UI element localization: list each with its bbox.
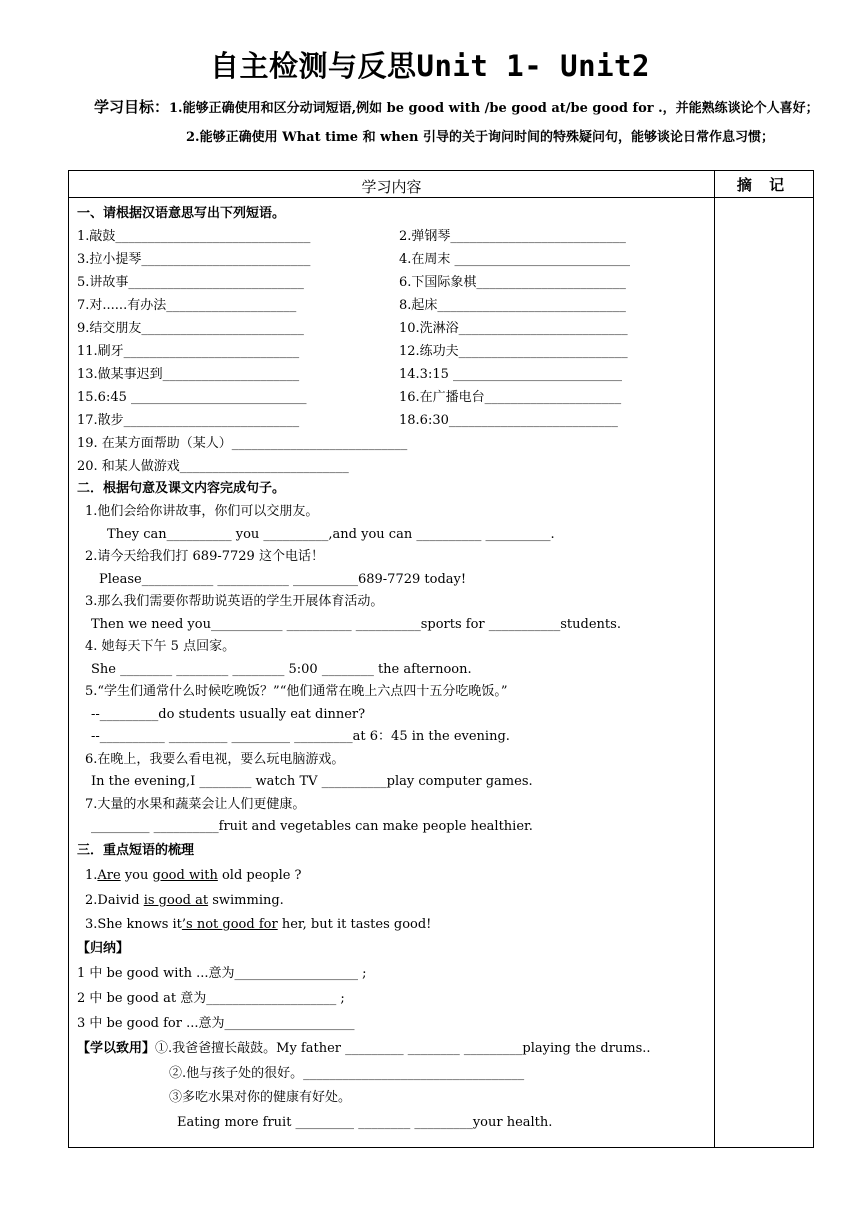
example-text: swimming. [208, 893, 284, 908]
column-header-notes: 摘 记 [736, 176, 791, 194]
sentence-prompt-cn: 5.“学生们通常什么时候吃晚饭？”“他们通常在晚上六点四十五分吃晚饭。” [85, 684, 508, 699]
phrase-item: 8.起床_____________________________ [399, 298, 626, 313]
phrase-item: 9.结交朋友_________________________ [77, 321, 304, 336]
phrase-item: 4.在周末 ___________________________ [399, 252, 631, 267]
phrase-item: 12.练功夫__________________________ [399, 344, 628, 359]
example-text: 3.She knows it [85, 917, 182, 932]
underlined-phrase: good with [152, 868, 218, 883]
worksheet-table [68, 170, 814, 1148]
sentence-blank-en: --__________ _________ _________ _________at 6：45 in the evening. [91, 729, 510, 744]
phrase-item: 2.弹钢琴___________________________ [399, 229, 626, 244]
phrase-item: 20. 和某人做游戏__________________________ [77, 459, 349, 474]
phrase-item: 1.敲鼓______________________________ [77, 229, 311, 244]
sentence-blank-en: Please___________ ___________ __________689-7729 today! [99, 572, 467, 587]
underlined-phrase: is good at [143, 893, 209, 908]
example-sentence-2 [85, 893, 284, 909]
section-1-heading: 一、请根据汉语意思写出下列短语。 [77, 206, 286, 221]
phrase-item: 5.讲故事___________________________ [77, 275, 304, 290]
sentence-prompt-cn: 6.在晚上，我要么看电视，要么玩电脑游戏。 [85, 752, 345, 767]
underlined-phrase: ’s not good for [181, 917, 278, 932]
apply-line: Eating more fruit _________ ________ _________your health. [177, 1115, 553, 1130]
sentence-prompt-cn: 1.他们会给你讲故事，你们可以交朋友。 [85, 504, 319, 519]
phrase-item: 7.对......有办法____________________ [77, 298, 297, 313]
example-text: you [120, 868, 153, 883]
summary-label: 【归纳】 [77, 941, 130, 956]
underlined-phrase: Are [97, 868, 121, 883]
phrase-item: 19. 在某方面帮助（某人）___________________________ [77, 436, 408, 451]
example-text: 2.Daivid [85, 893, 144, 908]
example-text: 1. [85, 868, 98, 883]
document-title: 自主检测与反思Unit 1- Unit2 [210, 49, 650, 83]
header-divider [69, 197, 813, 198]
sentence-blank-en: She ________ ________ ________ 5:00 ________ the afternoon. [91, 662, 472, 677]
sentence-blank-en: Then we need you___________ __________ __________sports for ___________students. [91, 617, 621, 632]
phrase-item: 11.刷牙___________________________ [77, 344, 300, 359]
sentence-blank-en: _________ __________fruit and vegetables can make people healthier. [91, 819, 533, 834]
phrase-item: 17.散步___________________________ [77, 413, 300, 428]
apply-line: ③多吃水果对你的健康有好处。 [169, 1090, 352, 1105]
example-sentence-3 [85, 917, 431, 933]
apply-line: ②.他与孩子处的很好。__________________________________ [169, 1066, 525, 1081]
sentence-blank-en: --_________do students usually eat dinner? [91, 707, 366, 722]
phrase-item: 3.拉小提琴__________________________ [77, 252, 311, 267]
phrase-item: 10.洗淋浴__________________________ [399, 321, 628, 336]
sentence-blank-en: In the evening,I ________ watch TV __________play computer games. [91, 774, 533, 789]
example-sentence-1 [85, 868, 302, 884]
example-text: old people ? [217, 868, 302, 883]
learning-goal-1 [94, 96, 819, 117]
example-text: her, but it tastes good! [277, 917, 432, 932]
phrase-item: 18.6:30__________________________ [399, 413, 618, 428]
phrase-item: 6.下国际象棋_______________________ [399, 275, 626, 290]
apply-line [77, 1041, 651, 1057]
column-header-content: 学习内容 [361, 178, 422, 196]
summary-line: 1 中 be good with ...意为___________________ ; [77, 966, 367, 981]
column-divider [714, 171, 715, 1147]
apply-label: 【学以致用】 [77, 1041, 156, 1056]
phrase-item: 16.在广播电台_____________________ [399, 390, 622, 405]
learning-goal-1-text: 1.能够正确使用和区分动词短语,例如 be good with /be good at/be good for .，并能熟练谈论个人喜好； [169, 101, 819, 116]
section-2-heading: 二．根据句意及课文内容完成句子。 [77, 481, 286, 496]
sentence-prompt-cn: 4. 她每天下午 5 点回家。 [85, 639, 236, 654]
sentence-blank-en: They can__________ you __________,and you can __________ __________. [107, 527, 555, 542]
summary-line: 2 中 be good at 意为____________________ ; [77, 991, 345, 1006]
learning-goal-label: 学习目标： [94, 98, 170, 116]
apply-text: ①.我爸爸擅长敲鼓。My father _________ ________ _________playing the drums.. [155, 1041, 651, 1056]
phrase-item: 13.做某事迟到_____________________ [77, 367, 300, 382]
sentence-prompt-cn: 2.请今天给我们打 689-7729 这个电话！ [85, 549, 324, 564]
summary-line: 3 中 be good for ...意为____________________ [77, 1016, 355, 1031]
section-3-heading: 三．重点短语的梳理 [77, 843, 195, 858]
phrase-item: 14.3:15 __________________________ [399, 367, 622, 382]
sentence-prompt-cn: 3.那么我们需要你帮助说英语的学生开展体育活动。 [85, 594, 384, 609]
learning-goal-2: 2.能够正确使用 What time 和 when 引导的关于询问时间的特殊疑问句，能够谈论日常作息习惯； [186, 130, 775, 145]
phrase-item: 15.6:45 ___________________________ [77, 390, 307, 405]
sentence-prompt-cn: 7.大量的水果和蔬菜会让人们更健康。 [85, 797, 306, 812]
